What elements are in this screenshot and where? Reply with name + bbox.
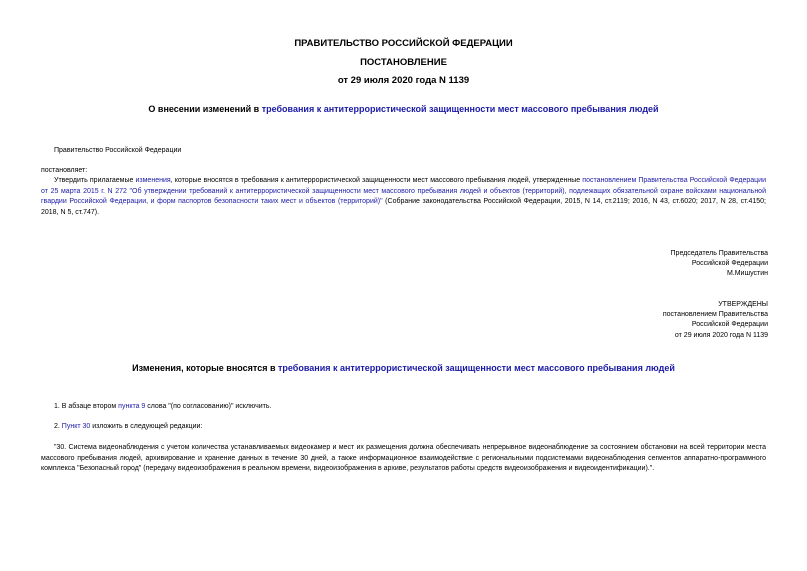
item-1-text-2: слова "(по согласованию)" исключить. [145, 403, 272, 410]
resolution-272-link[interactable]: постановлением Правительства Российской Федерации от 25 марта 2015 г. N 272 "Об утверждении требований к антитеррористической защищенности мест массового пребывания людей и объектов (территорий), подлежащих обязательной охране войсками национальной гвардии Российской Федерации, и форм паспортов безопасности таких мест и объектов (территорий)" [41, 177, 766, 206]
point-9-link[interactable]: пункта 9 [118, 403, 146, 410]
signature-line-3: М.Мишустин [726, 270, 768, 278]
preamble-government: Правительство Российской Федерации [54, 147, 182, 154]
changes-title-prefix: Изменения, которые вносятся в [132, 363, 278, 373]
signature-line-1: Председатель Правительства [670, 250, 768, 257]
item-1-text-1: 1. В абзаце втором [54, 403, 119, 410]
item-2-text-2: изложить в следующей редакции: [90, 423, 203, 430]
doc-type-heading: ПОСТАНОВЛЕНИЕ [360, 57, 447, 68]
approved-line-2: постановлением Правительства [662, 311, 768, 319]
point-30-text: "30. Система видеонаблюдения с учетом количества устанавливаемых видеокамер и мест их размещения должна обеспечивать непрерывное видеонаблюдение за состоянием обстановки на всей территории места массового пребывания людей, архивирование и хранение данных в течение 30 дней, а также информационное взаимодействие с региональными подсистемами видеонаблюдения сегментов аппаратно-программного комплекса "Безопасный город" (передачу видеоизображения в реальном времени, видеоизображения в архиве, результатов работы средств видеоизображения и видеоидентификации).". [41, 444, 766, 473]
main-text-3: (Собрание законодательства Российской Федерации, 2015, N 14, ст.2119; 2016, N 43, ст.6020; 2017, N 28, ст.4150; 2018, N 5, ст.747). [41, 198, 766, 216]
government-heading: ПРАВИТЕЛЬСТВО РОССИЙСКОЙ ФЕДЕРАЦИИ [294, 38, 513, 49]
approved-block [663, 300, 768, 341]
approved-line-4: от 29 июля 2020 года N 1139 [674, 331, 768, 339]
item-2-text-1: 2. [54, 423, 62, 430]
item-1 [54, 402, 271, 413]
preamble-decides: постановляет: [41, 167, 88, 174]
main-paragraph [41, 176, 766, 218]
signature-block [671, 249, 768, 280]
requirements-link[interactable]: требования к антитеррористической защищенности мест массового пребывания людей [261, 104, 659, 114]
document-title [0, 104, 807, 114]
changes-requirements-link[interactable]: требования к антитеррористической защищенности мест массового пребывания людей [278, 363, 675, 373]
approved-line-3: Российской Федерации [691, 321, 768, 329]
point-30-link[interactable]: Пункт 30 [61, 423, 91, 430]
main-text-2: , которые вносятся в требования к антитеррористической защищенности мест массового пребывания людей, утвержденные [170, 177, 583, 184]
changes-title [0, 363, 807, 373]
approved-line-1: УТВЕРЖДЕНЫ [718, 301, 768, 308]
date-number-heading: от 29 июля 2020 года N 1139 [337, 75, 470, 86]
item-2 [54, 422, 202, 433]
document-title-prefix: О внесении изменений в [148, 104, 262, 114]
signature-line-2: Российской Федерации [691, 260, 768, 268]
main-text-1: Утвердить прилагаемые [54, 177, 136, 184]
changes-link[interactable]: изменения [135, 177, 171, 184]
